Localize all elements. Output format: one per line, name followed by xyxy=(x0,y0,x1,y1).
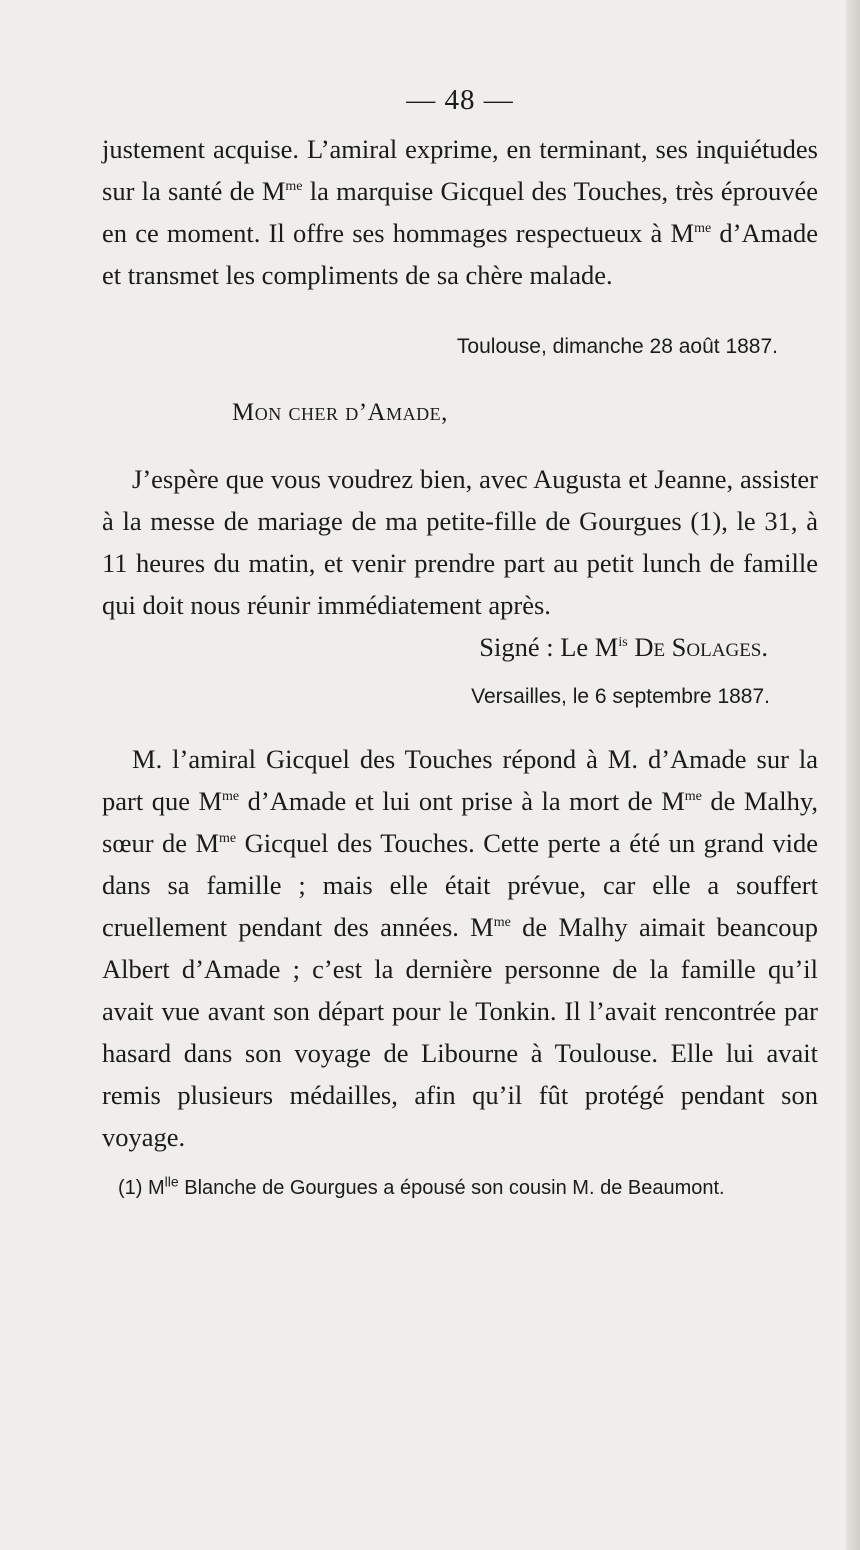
text-run: M. l’amiral Gicquel des Touches répond à M. d’Amade sur la part que M xyxy=(102,744,818,816)
page-number: — 48 — xyxy=(406,84,514,116)
text-run: Gicquel des Touches. Cette perte a été un grand vide dans sa famille ; mais elle était prévue, car elle a souffert cruellement pendant des années. M xyxy=(102,828,819,942)
paragraph-admiral-concerns xyxy=(102,128,818,296)
text-run: Blanche de Gourgues a épousé son cousin M. de Beaumont. xyxy=(178,1177,725,1199)
letter-salutation: Mon cher d’Amade, xyxy=(232,399,448,426)
letter-body: J’espère que vous voudrez bien, avec Augusta et Jeanne, assister à la messe de mariage de ma petite-fille de Gourgues (1), le 31, à 11 heures du matin, et venir prendre part au petit lunch de famille qui doit nous réunir immédiatement après. xyxy=(102,464,818,620)
text-run: d’Amade et transmet les compliments de sa chère malade. xyxy=(102,218,818,290)
letter-signature xyxy=(102,626,818,668)
superscript: is xyxy=(618,635,628,651)
text-run: la marquise Gicquel des Touches, très éprouvée en ce moment. Il offre ses hommages respectueux à M xyxy=(102,176,818,248)
superscript: me xyxy=(219,831,237,847)
superscript: me xyxy=(694,221,712,237)
page-edge-shadow xyxy=(846,0,860,1550)
superscript: me xyxy=(684,789,702,805)
superscript: me xyxy=(222,789,240,805)
footnote xyxy=(102,1174,818,1203)
dateline-versailles: Versailles, le 6 septembre 1887. xyxy=(471,685,770,708)
superscript: me xyxy=(285,179,303,195)
book-page xyxy=(102,76,818,1223)
paragraph-admiral-reply xyxy=(102,738,818,1158)
text-run: de Malhy aimait beancoup Albert d’Amade ; c’est la dernière personne de la famille qu’il avait vue avant son départ pour le Tonkin. Il l’avait rencontrée par hasard dans son voyage de Libourne à Toulouse. Elle lui avait remis plusieurs médailles, afin qu’il fût protégé pendant son voyage. xyxy=(102,912,818,1152)
text-run: de Malhy, sœur de M xyxy=(102,786,818,858)
text-run: (1) M xyxy=(118,1177,165,1199)
superscript: lle xyxy=(164,1173,179,1190)
superscript: me xyxy=(493,915,511,931)
text-run: Signé : Le M xyxy=(479,632,619,662)
signatory-name: De Solages. xyxy=(627,632,768,662)
dateline-toulouse: Toulouse, dimanche 28 août 1887. xyxy=(456,335,778,358)
text-run: d’Amade et lui ont prise à la mort de M xyxy=(239,786,685,816)
text-run: justement acquise. L’amiral exprime, en terminant, ses inquiétudes sur la santé de M xyxy=(102,134,818,206)
